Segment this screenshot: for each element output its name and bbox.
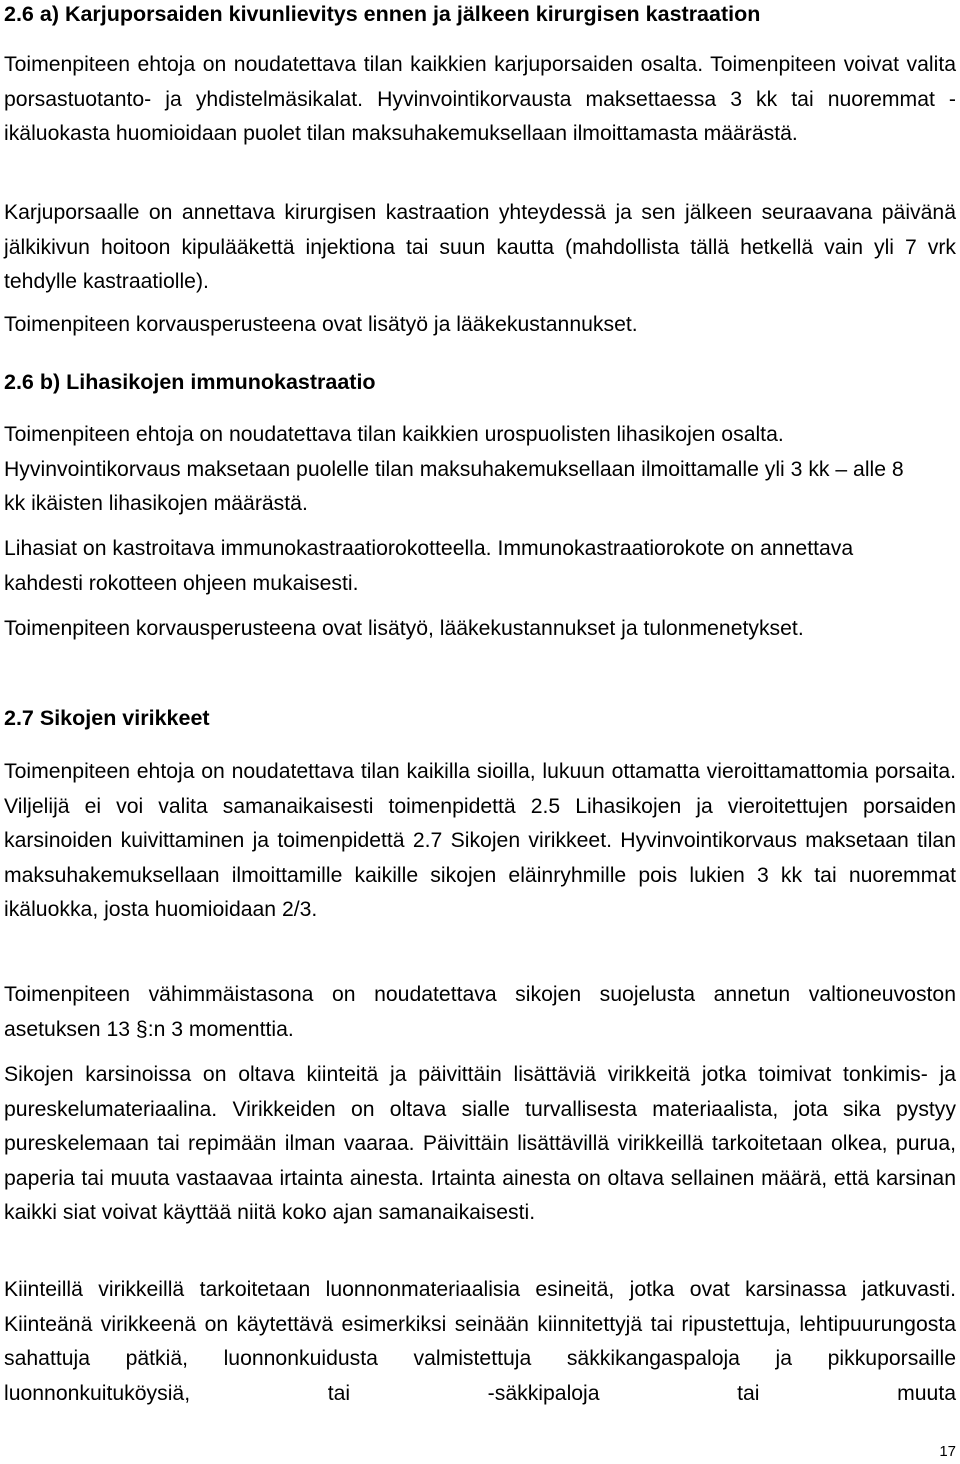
paragraph-2-7-4: Kiinteillä virikkeillä tarkoitetaan luonnonmateriaalisia esineitä, jotka ovat karsinassa jatkuvasti. Kiinteänä virikkeenä on käytettävä esimerkiksi seinään kiinnitettyjä tai ripustettuja, lehtipuurungosta sahattuja pätkiä, luonnonkuidusta valmistettuja säkkikangaspaloja ja pikkuporsaille luonnonkuituköysiä, tai -säkkipaloja tai muuta bbox=[4, 1278, 956, 1405]
section-heading-2-6a: 2.6 a) Karjuporsaiden kivunlievitys ennen ja jälkeen kirurgisen kastraation bbox=[4, 2, 761, 26]
page-number: 17 bbox=[939, 1443, 956, 1460]
paragraph-2-7-2: Toimenpiteen vähimmäistasona on noudatettava sikojen suojelusta annetun valtioneuvoston asetuksen 13 §:n 3 momenttia. bbox=[4, 983, 956, 1041]
section-heading-2-6b: 2.6 b) Lihasikojen immunokastraatio bbox=[4, 370, 376, 394]
paragraph-2-6b-1: Toimenpiteen ehtoja on noudatettava tilan kaikkien urospuolisten lihasikojen osalta. Hyvinvointikorvaus maksetaan puolelle tilan maksuhakemuksellaan ilmoittamalle yli 3 kk – alle 8 kk ikäisten lihasikojen määrästä. bbox=[4, 423, 904, 516]
paragraph-2-7-3: Sikojen karsinoissa on oltava kiinteitä ja päivittäin lisättäviä virikkeitä jotka toimivat tonkimis- ja pureskelumateriaalina. Virikkeiden on oltava sialle turvallisesta materiaalista, jota sika pystyy pureskelemaan tai repimään ilman vaaraa. Päivittäin lisättävillä virikkeillä tarkoitetaan olkea, purua, paperia tai muuta vastaavaa irtainta ainesta. Irtainta ainesta on oltava sellainen määrä, että karsinan kaikki siat voivat käyttää niitä koko ajan samanaikaisesti. bbox=[4, 1063, 956, 1225]
section-heading-2-7: 2.7 Sikojen virikkeet bbox=[4, 706, 210, 730]
paragraph-2-6b-3: Toimenpiteen korvausperusteena ovat lisätyö, lääkekustannukset ja tulonmenetykset. bbox=[4, 617, 804, 640]
paragraph-2-6a-2: Karjuporsaalle on annettava kirurgisen kastraation yhteydessä ja sen jälkeen seuraavana päivänä jälkikivun hoitoon kipulääkettä injektiona tai suun kautta (mahdollista tällä hetkellä vain yli 7 vrk tehdylle kastraatiolle). bbox=[4, 201, 956, 294]
paragraph-2-6b-2: Lihasiat on kastroitava immunokastraatiorokotteella. Immunokastraatiorokote on annettava kahdesti rokotteen ohjeen mukaisesti. bbox=[4, 537, 854, 595]
paragraph-2-7-1: Toimenpiteen ehtoja on noudatettava tilan kaikilla sioilla, lukuun ottamatta vieroittamattomia porsaita. Viljelijä ei voi valita samanaikaisesti toimenpidettä 2.5 Lihasikojen ja vieroitettujen porsaiden karsinoiden kuivittaminen ja toimenpidettä 2.7 Sikojen virikkeet. Hyvinvointikorvaus maksetaan tilan maksuhakemuksellaan ilmoittamille kaikille sikojen eläinryhmille pois lukien 3 kk tai nuoremmat ikäluokka, josta huomioidaan 2/3. bbox=[4, 760, 956, 922]
paragraph-2-6a-1: Toimenpiteen ehtoja on noudatettava tilan kaikkien karjuporsaiden osalta. Toimenpiteen voivat valita porsastuotanto- ja yhdistelmäsikalat. Hyvinvointikorvausta maksettaessa 3 kk tai nuoremmat - ikäluokasta huomioidaan puolet tilan maksuhakemuksellaan ilmoittamasta määrästä. bbox=[4, 53, 956, 146]
paragraph-2-6a-3: Toimenpiteen korvausperusteena ovat lisätyö ja lääkekustannukset. bbox=[4, 313, 638, 336]
